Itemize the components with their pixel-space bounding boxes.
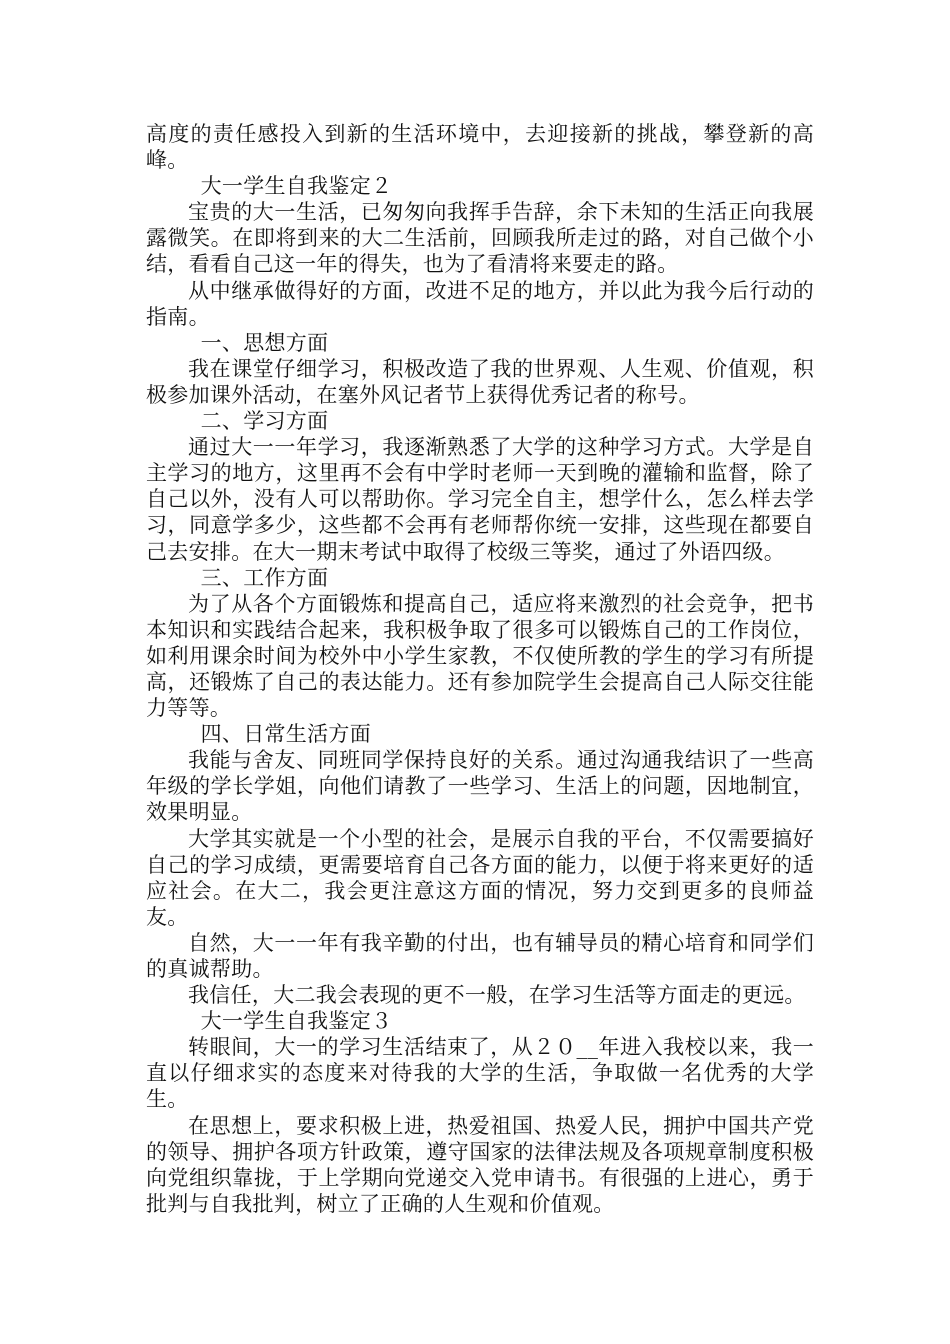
- section-heading: 三、工作方面: [200, 565, 329, 590]
- section-heading: 四、日常生活方面: [200, 722, 371, 747]
- paragraph: 转眼间，大一的学习生活结束了，从２０__年进入我校以来，我一直以仔细求实的态度来对待我的大学的生活，争取做一名优秀的大学生。: [146, 1035, 814, 1112]
- paragraph: 高度的责任感投入到新的生活环境中，去迎接新的挑战，攀登新的高峰。: [146, 122, 814, 173]
- paragraph: 大学其实就是一个小型的社会，是展示自我的平台，不仅需要搞好自己的学习成绩，更需要培育自己各方面的能力，以便于将来更好的适应社会。在大二，我会更注意这方面的情况，努力交到更多的良师益友。: [146, 826, 814, 929]
- paragraph: 我在课堂仔细学习，积极改造了我的世界观、人生观、价值观，积极参加课外活动，在塞外风记者节上获得优秀记者的称号。: [146, 356, 814, 407]
- document-body: [146, 121, 814, 1217]
- section-heading: 大一学生自我鉴定３: [200, 1009, 393, 1034]
- paragraph: 我能与舍友、同班同学保持良好的关系。通过沟通我结识了一些高年级的学长学姐，向他们请教了一些学习、生活上的问题，因地制宜，效果明显。: [146, 748, 814, 825]
- paragraph: 自然，大一一年有我辛勤的付出，也有辅导员的精心培育和同学们的真诚帮助。: [146, 930, 814, 981]
- section-heading: 大一学生自我鉴定２: [200, 174, 393, 199]
- paragraph: 通过大一一年学习，我逐渐熟悉了大学的这种学习方式。大学是自主学习的地方，这里再不会有中学时老师一天到晚的灌输和监督，除了自己以外，没有人可以帮助你。学习完全自主，想学什么，怎么样去学习，同意学多少，这些都不会再有老师帮你统一安排，这些现在都要自己去安排。在大一期末考试中取得了校级三等奖，通过了外语四级。: [146, 435, 814, 564]
- paragraph: 从中继承做得好的方面，改进不足的地方，并以此为我今后行动的指南。: [146, 278, 814, 329]
- paragraph: 为了从各个方面锻炼和提高自己，适应将来激烈的社会竞争，把书本知识和实践结合起来，我积极争取了很多可以锻炼自己的工作岗位，如利用课余时间为校外中小学生家教，不仅使所教的学生的学习有所提高，还锻炼了自己的表达能力。还有参加院学生会提高自己人际交往能力等等。: [146, 591, 814, 721]
- paragraph: 宝贵的大一生活，已匆匆向我挥手告辞，余下未知的生活正向我展露微笑。在即将到来的大二生活前，回顾我所走过的路，对自己做个小结，看看自己这一年的得失，也为了看清将来要走的路。: [146, 200, 814, 277]
- section-heading: 二、学习方面: [200, 409, 329, 434]
- paragraph: 我信任，大二我会表现的更不一般，在学习生活等方面走的更远。: [188, 983, 806, 1008]
- section-heading: 一、思想方面: [200, 330, 329, 355]
- paragraph: 在思想上，要求积极上进，热爱祖国、热爱人民，拥护中国共产党的领导、拥护各项方针政策，遵守国家的法律法规及各项规章制度积极向党组织靠拢，于上学期向党递交入党申请书。有很强的上进心，勇于批判与自我批判，树立了正确的人生观和价值观。: [146, 1113, 814, 1216]
